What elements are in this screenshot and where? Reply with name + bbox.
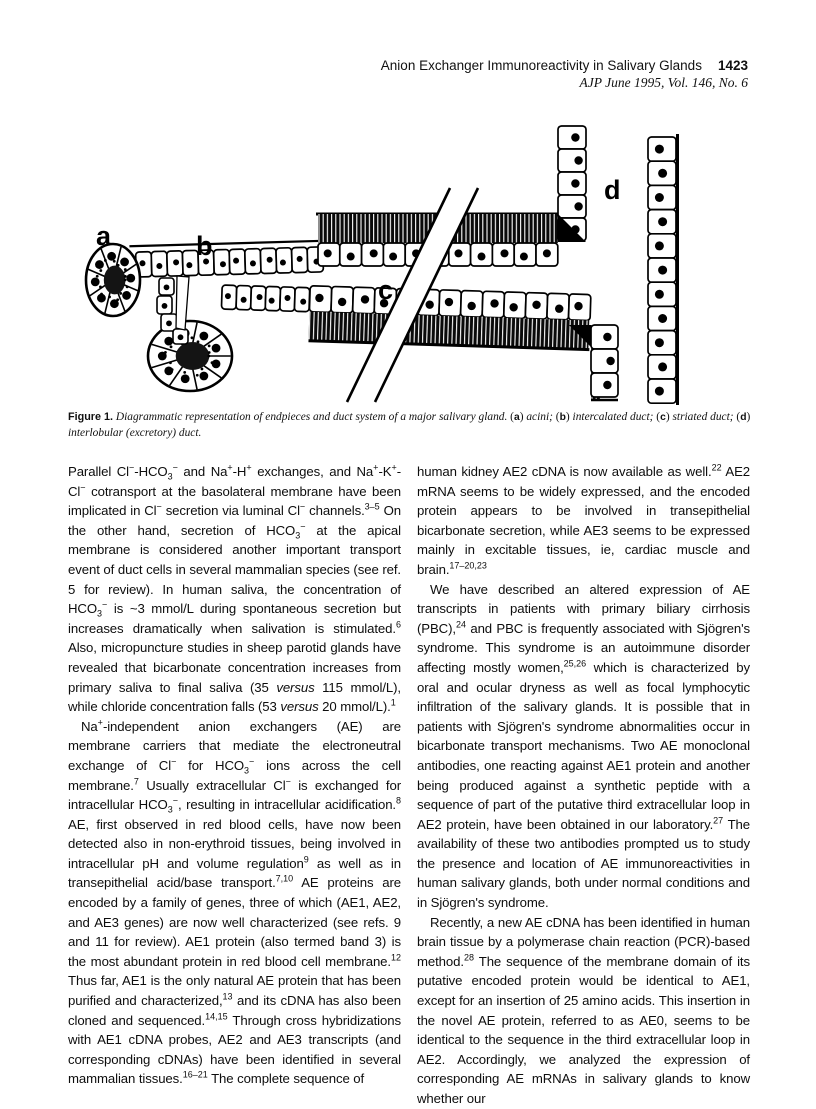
journal-citation: AJP June 1995, Vol. 146, No. 6: [579, 75, 748, 90]
figure-1: [72, 113, 762, 413]
figure-art: [86, 126, 678, 405]
salivary-gland-diagram: [72, 113, 762, 413]
paragraph: We have described an altered expression of AE transcripts in patients with primary biliary cirrhosis (PBC),$^{24}$ and PBC is frequently associated with Sjögren's syndrome. This syndrome is an autoimmune disorder affecting mostly women,$^{25,26}$ which is characterized by oral and ocular dryness as well as focal lymphocytic infiltration of the salivary glands. It is possible that in patients with Sjögren's syndrome abnormalities occur in bicarbonate transport mechanisms. Two AE monoclonal antibodies, one reacting against AE1 protein and another being produced against a synthetic peptide with a sequence of part of the putative third extracellular loop in AE2 protein, have been obtained in our laboratory.$^{27}$ The availability of these two antibodies prompted us to study the presence and location of AE immunoreactivities in human salivary glands, both under normal conditions and in Sjögren's syndrome.: [417, 581, 750, 911]
figure-label-a: a: [96, 221, 112, 251]
right-column: [417, 462, 750, 1109]
figure-label-b: b: [196, 231, 213, 261]
article-body: [68, 462, 750, 1109]
paragraph: Na+-independent anion exchangers (AE) are membrane carriers that mediate the electroneutral exchange of Cl− for $HCO_3^-$ ions across the cell membrane.$^7$ Usually extracellular Cl− is exchanged for intracellular $HCO_3^-$, resulting in intracellular acidification.$^8$ AE, first observed in red blood cells, have now been detected also in non-erythroid tissues, being involved in intracellular pH and volume regulation$^9$ as well as in transepithelial acid/base transport.$^{7,10}$ AE proteins are encoded by a family of genes, three of which (AE1, AE2, and AE3 genes) are now well characterized (see refs. 9 and 11 for review). AE1 protein (also termed band 3) is the most abundant protein in red blood cell membrane.$^{12}$ Thus far, AE1 is the only natural AE protein that has been purified and characterized,$^{13}$ and its cDNA has also been cloned and sequenced.$^{14,15}$ Through cross hybridizations with AE1 cDNA probes, AE2 and AE3 transcripts (and corresponding cDNAs) have been identified in several mammalian tissues.$^{16-21}$ The complete sequence of: [68, 717, 402, 1087]
left-column: [68, 462, 401, 1109]
figure-label-c: c: [378, 275, 394, 305]
page-number: 1423: [717, 58, 748, 73]
figure-label-d: d: [604, 175, 621, 205]
paragraph: Recently, a new AE cDNA has been identified in human brain tissue by a polymerase chain reaction (PCR)-based method.$^{28}$ The sequence of the membrane domain of its putative encoded protein would be identical to AE1, except for an insertion of 25 amino acids. This insertion in the novel AE protein, referred to as AE0, seems to be identical to the sequence in the third extracellular loop in AE2. Accordingly, we analyzed the expression of corresponding AE mRNAs in salivary glands to know whether our: [417, 914, 750, 1106]
figure-caption: Figure 1. Diagrammatic representation of endpieces and duct system of a major salivary gland. (a) acini; (b) intercalated duct; (c) striated duct; (d) interlobular (excretory) duct.: [68, 411, 751, 439]
running-title: Anion Exchanger Immunoreactivity in Salivary Glands: [380, 58, 702, 73]
page-header: [381, 58, 748, 91]
running-head: [381, 58, 748, 73]
paragraph: human kidney AE2 cDNA is now available as well.$^{22}$ AE2 mRNA seems to be widely expressed, and the encoded protein appears to be involved in transepithelial bicarbonate secretion, while AE3 seems to be expressed mainly in excitable tissues, ie, cardiac muscle and brain.$^{17-20,23}$: [417, 462, 750, 577]
paragraph: Parallel $Cl^--HCO_3^-$ and Na+-H+ exchanges, and Na+-K+-Cl− cotransport at the basolateral membrane have been implicated in Cl− secretion via luminal Cl− channels.$^{3-5}$ On the other hand, secretion of $HCO_3^-$ at the apical membrane is considered another important transport event of duct cells in several mammalian species (see ref. 5 for review). In human saliva, the concentration of $HCO_3^-$ is ~3 mmol/L during spontaneous secretion but increases dramatically when salivation is stimulated.$^6$ Also, micropuncture studies in sheep parotid glands have revealed that bicarbonate concentration increases from primary saliva to final saliva (35 versus 115 mmol/L), while chloride concentration falls (53 versus 20 mmol/L).$^1$: [68, 462, 401, 715]
